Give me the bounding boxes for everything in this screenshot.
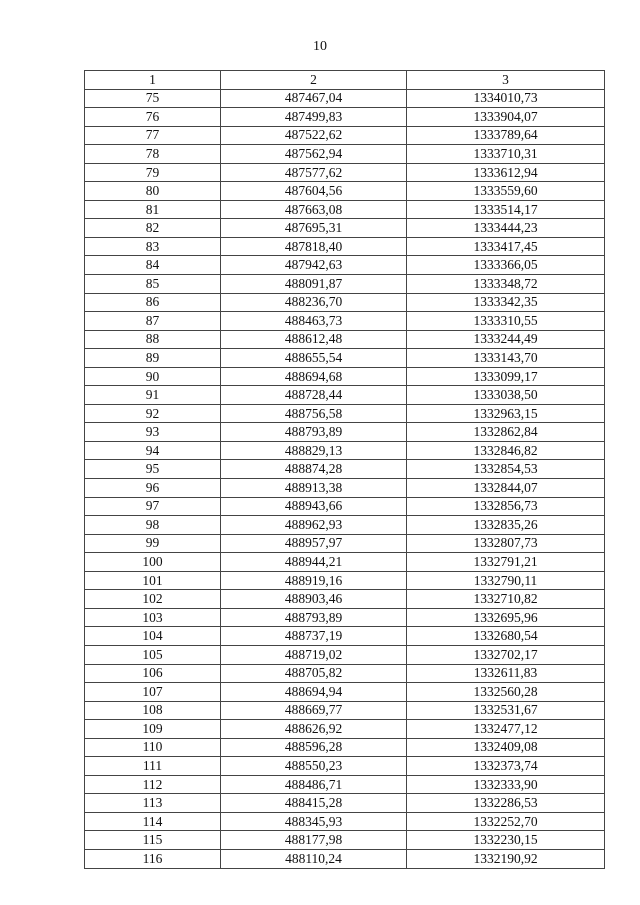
- table-row: [85, 200, 605, 219]
- table-body: [85, 89, 605, 868]
- x-coordinate-cell: 488793,89: [221, 608, 407, 627]
- y-coordinate-cell: 1333342,35: [407, 293, 605, 312]
- y-coordinate-cell: 1332373,74: [407, 757, 605, 776]
- y-coordinate-cell: 1332409,08: [407, 738, 605, 757]
- table-row: [85, 516, 605, 535]
- point-number-cell: 105: [85, 645, 221, 664]
- table-row: [85, 182, 605, 201]
- x-coordinate-cell: 487695,31: [221, 219, 407, 238]
- x-coordinate-cell: 488705,82: [221, 664, 407, 683]
- x-coordinate-cell: 488345,93: [221, 812, 407, 831]
- point-number-cell: 95: [85, 460, 221, 479]
- point-number-cell: 107: [85, 683, 221, 702]
- y-coordinate-cell: 1333710,31: [407, 145, 605, 164]
- x-coordinate-cell: 487467,04: [221, 89, 407, 108]
- x-coordinate-cell: 488655,54: [221, 349, 407, 368]
- y-coordinate-cell: 1333099,17: [407, 367, 605, 386]
- table-row: [85, 108, 605, 127]
- table-header-row: [85, 71, 605, 90]
- point-number-cell: 116: [85, 849, 221, 868]
- table-row: [85, 720, 605, 739]
- point-number-cell: 101: [85, 571, 221, 590]
- y-coordinate-cell: 1333143,70: [407, 349, 605, 368]
- table-row: [85, 404, 605, 423]
- x-coordinate-cell: 488944,21: [221, 553, 407, 572]
- table-row: [85, 757, 605, 776]
- table-row: [85, 275, 605, 294]
- table-row: [85, 293, 605, 312]
- table-row: [85, 89, 605, 108]
- point-number-cell: 106: [85, 664, 221, 683]
- y-coordinate-cell: 1332333,90: [407, 775, 605, 794]
- y-coordinate-cell: 1332611,83: [407, 664, 605, 683]
- point-number-cell: 85: [85, 275, 221, 294]
- table-row: [85, 126, 605, 145]
- table-row: [85, 645, 605, 664]
- point-number-cell: 112: [85, 775, 221, 794]
- y-coordinate-cell: 1332695,96: [407, 608, 605, 627]
- x-coordinate-cell: 488719,02: [221, 645, 407, 664]
- x-coordinate-cell: 487942,63: [221, 256, 407, 275]
- y-coordinate-cell: 1332862,84: [407, 423, 605, 442]
- y-coordinate-cell: 1332856,73: [407, 497, 605, 516]
- point-number-cell: 103: [85, 608, 221, 627]
- point-number-cell: 100: [85, 553, 221, 572]
- y-coordinate-cell: 1332680,54: [407, 627, 605, 646]
- table-row: [85, 849, 605, 868]
- y-coordinate-cell: 1333559,60: [407, 182, 605, 201]
- table-row: [85, 386, 605, 405]
- y-coordinate-cell: 1332477,12: [407, 720, 605, 739]
- table-row: [85, 738, 605, 757]
- table-row: [85, 256, 605, 275]
- point-number-cell: 110: [85, 738, 221, 757]
- x-coordinate-cell: 488903,46: [221, 590, 407, 609]
- x-coordinate-cell: 488919,16: [221, 571, 407, 590]
- y-coordinate-cell: 1332702,17: [407, 645, 605, 664]
- y-coordinate-cell: 1332230,15: [407, 831, 605, 850]
- point-number-cell: 96: [85, 479, 221, 498]
- x-coordinate-cell: 488756,58: [221, 404, 407, 423]
- x-coordinate-cell: 488962,93: [221, 516, 407, 535]
- coordinates-table: [84, 70, 605, 869]
- table-row: [85, 664, 605, 683]
- x-coordinate-cell: 488091,87: [221, 275, 407, 294]
- point-number-cell: 76: [85, 108, 221, 127]
- x-coordinate-cell: 488612,48: [221, 330, 407, 349]
- y-coordinate-cell: 1334010,73: [407, 89, 605, 108]
- point-number-cell: 114: [85, 812, 221, 831]
- y-coordinate-cell: 1332531,67: [407, 701, 605, 720]
- table-row: [85, 683, 605, 702]
- y-coordinate-cell: 1332807,73: [407, 534, 605, 553]
- x-coordinate-cell: 488957,97: [221, 534, 407, 553]
- y-coordinate-cell: 1332190,92: [407, 849, 605, 868]
- point-number-cell: 92: [85, 404, 221, 423]
- x-coordinate-cell: 487818,40: [221, 237, 407, 256]
- x-coordinate-cell: 488463,73: [221, 312, 407, 331]
- x-coordinate-cell: 488694,68: [221, 367, 407, 386]
- point-number-cell: 75: [85, 89, 221, 108]
- table-row: [85, 534, 605, 553]
- y-coordinate-cell: 1332854,53: [407, 460, 605, 479]
- y-coordinate-cell: 1332963,15: [407, 404, 605, 423]
- page-number: 10: [313, 39, 327, 54]
- y-coordinate-cell: 1332560,28: [407, 683, 605, 702]
- table-row: [85, 701, 605, 720]
- point-number-cell: 79: [85, 163, 221, 182]
- x-coordinate-cell: 488415,28: [221, 794, 407, 813]
- x-coordinate-cell: 488626,92: [221, 720, 407, 739]
- table-row: [85, 812, 605, 831]
- point-number-cell: 104: [85, 627, 221, 646]
- x-coordinate-cell: 488596,28: [221, 738, 407, 757]
- x-coordinate-cell: 488829,13: [221, 441, 407, 460]
- x-coordinate-cell: 488110,24: [221, 849, 407, 868]
- point-number-cell: 90: [85, 367, 221, 386]
- x-coordinate-cell: 487522,62: [221, 126, 407, 145]
- point-number-cell: 97: [85, 497, 221, 516]
- x-coordinate-cell: 488236,70: [221, 293, 407, 312]
- y-coordinate-cell: 1332710,82: [407, 590, 605, 609]
- y-coordinate-cell: 1333904,07: [407, 108, 605, 127]
- x-coordinate-cell: 487663,08: [221, 200, 407, 219]
- y-coordinate-cell: 1332791,21: [407, 553, 605, 572]
- point-number-cell: 77: [85, 126, 221, 145]
- point-number-cell: 115: [85, 831, 221, 850]
- point-number-cell: 84: [85, 256, 221, 275]
- y-coordinate-cell: 1333444,23: [407, 219, 605, 238]
- y-coordinate-cell: 1332790,11: [407, 571, 605, 590]
- table-row: [85, 553, 605, 572]
- point-number-cell: 93: [85, 423, 221, 442]
- point-number-cell: 91: [85, 386, 221, 405]
- point-number-cell: 81: [85, 200, 221, 219]
- table-row: [85, 590, 605, 609]
- y-coordinate-cell: 1332252,70: [407, 812, 605, 831]
- table-row: [85, 775, 605, 794]
- point-number-cell: 113: [85, 794, 221, 813]
- point-number-cell: 86: [85, 293, 221, 312]
- table-row: [85, 163, 605, 182]
- column-header-point: 1: [85, 71, 221, 90]
- table-row: [85, 219, 605, 238]
- table-row: [85, 794, 605, 813]
- y-coordinate-cell: 1332844,07: [407, 479, 605, 498]
- table-row: [85, 367, 605, 386]
- point-number-cell: 108: [85, 701, 221, 720]
- point-number-cell: 94: [85, 441, 221, 460]
- x-coordinate-cell: 488486,71: [221, 775, 407, 794]
- table-row: [85, 571, 605, 590]
- y-coordinate-cell: 1333348,72: [407, 275, 605, 294]
- table-row: [85, 627, 605, 646]
- x-coordinate-cell: 488913,38: [221, 479, 407, 498]
- y-coordinate-cell: 1333789,64: [407, 126, 605, 145]
- x-coordinate-cell: 488669,77: [221, 701, 407, 720]
- point-number-cell: 99: [85, 534, 221, 553]
- x-coordinate-cell: 488550,23: [221, 757, 407, 776]
- x-coordinate-cell: 488874,28: [221, 460, 407, 479]
- point-number-cell: 83: [85, 237, 221, 256]
- column-header-y: 3: [407, 71, 605, 90]
- x-coordinate-cell: 487562,94: [221, 145, 407, 164]
- x-coordinate-cell: 487604,56: [221, 182, 407, 201]
- point-number-cell: 111: [85, 757, 221, 776]
- table-row: [85, 608, 605, 627]
- y-coordinate-cell: 1332286,53: [407, 794, 605, 813]
- x-coordinate-cell: 488728,44: [221, 386, 407, 405]
- point-number-cell: 89: [85, 349, 221, 368]
- y-coordinate-cell: 1332835,26: [407, 516, 605, 535]
- y-coordinate-cell: 1333366,05: [407, 256, 605, 275]
- table-row: [85, 145, 605, 164]
- y-coordinate-cell: 1333417,45: [407, 237, 605, 256]
- point-number-cell: 78: [85, 145, 221, 164]
- x-coordinate-cell: 487499,83: [221, 108, 407, 127]
- x-coordinate-cell: 488177,98: [221, 831, 407, 850]
- x-coordinate-cell: 488793,89: [221, 423, 407, 442]
- point-number-cell: 80: [85, 182, 221, 201]
- point-number-cell: 109: [85, 720, 221, 739]
- table-row: [85, 423, 605, 442]
- y-coordinate-cell: 1333244,49: [407, 330, 605, 349]
- x-coordinate-cell: 487577,62: [221, 163, 407, 182]
- table-row: [85, 479, 605, 498]
- x-coordinate-cell: 488737,19: [221, 627, 407, 646]
- y-coordinate-cell: 1333038,50: [407, 386, 605, 405]
- table-row: [85, 349, 605, 368]
- table-row: [85, 330, 605, 349]
- y-coordinate-cell: 1332846,82: [407, 441, 605, 460]
- point-number-cell: 98: [85, 516, 221, 535]
- point-number-cell: 88: [85, 330, 221, 349]
- table-row: [85, 831, 605, 850]
- y-coordinate-cell: 1333612,94: [407, 163, 605, 182]
- table-row: [85, 497, 605, 516]
- y-coordinate-cell: 1333310,55: [407, 312, 605, 331]
- x-coordinate-cell: 488943,66: [221, 497, 407, 516]
- x-coordinate-cell: 488694,94: [221, 683, 407, 702]
- table-row: [85, 441, 605, 460]
- table-row: [85, 460, 605, 479]
- point-number-cell: 102: [85, 590, 221, 609]
- y-coordinate-cell: 1333514,17: [407, 200, 605, 219]
- table-row: [85, 312, 605, 331]
- point-number-cell: 82: [85, 219, 221, 238]
- column-header-x: 2: [221, 71, 407, 90]
- point-number-cell: 87: [85, 312, 221, 331]
- table-row: [85, 237, 605, 256]
